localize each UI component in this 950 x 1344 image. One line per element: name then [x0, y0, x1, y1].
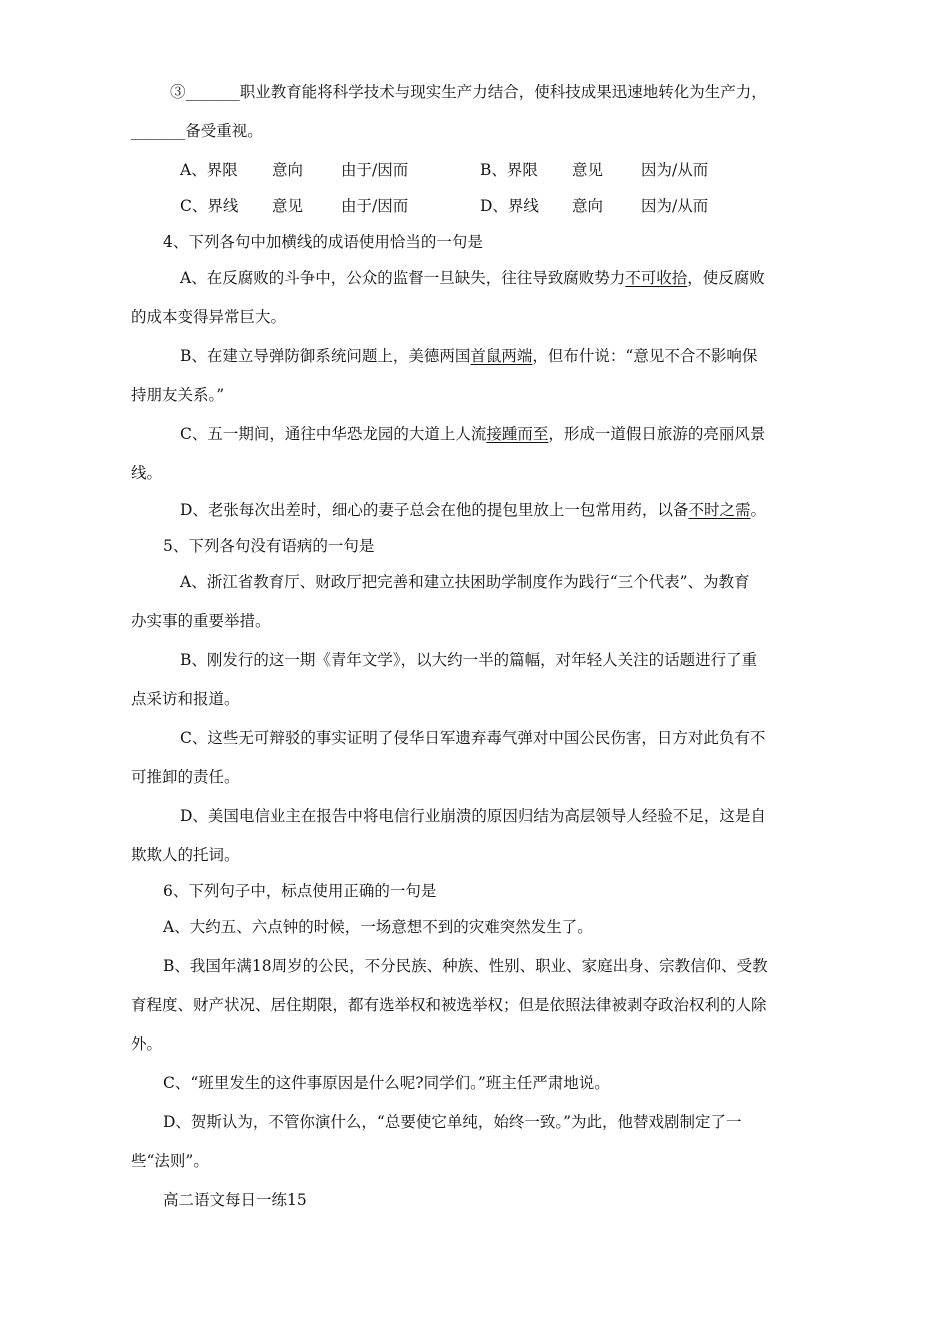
- text-segment: ，形成一道假日旅游的亮丽风景: [548, 425, 766, 443]
- q4-option-b: [180, 346, 757, 366]
- q6-option-a: A、大约五、六点钟的时候，一场意想不到的灾难突然发生了。: [163, 918, 593, 936]
- q5-option-d: D、美国电信业主在报告中将电信行业崩溃的原因归结为高层领导人经验不足，这是自: [180, 807, 766, 825]
- text-segment: C、五一期间，通往中华恐龙园的大道上人流: [180, 425, 487, 443]
- q4-option-b-cont: 持朋友关系。”: [131, 386, 225, 404]
- q4-stem: 4、下列各句中加横线的成语使用恰当的一句是: [163, 233, 483, 251]
- text-segment: 。: [750, 501, 766, 519]
- q4-option-a: [180, 268, 765, 288]
- option-label: A、界限: [180, 161, 238, 179]
- underlined-idiom: 不可收拾: [625, 269, 688, 287]
- option-word: 意向: [272, 161, 304, 179]
- option-label: B、界限: [480, 161, 538, 179]
- q5-option-b: B、刚发行的这一期《青年文学》，以大约一半的篇幅，对年轻人关注的话题进行了重: [180, 651, 758, 669]
- section-title: 高二语文每日一练15: [163, 1191, 307, 1209]
- q6-option-c: C、“班里发生的这件事原因是什么呢?同学们。”班主任严肃地说。: [163, 1074, 610, 1092]
- q4-option-c: [180, 424, 765, 444]
- q6-option-b-cont: 育程度、财产状况、居住期限，都有选举权和被选举权；但是依照法律被剥夺政治权利的人除: [131, 996, 767, 1014]
- option-word: 由于/因而: [341, 197, 409, 215]
- q4-option-a-cont: 的成本变得异常巨大。: [131, 308, 287, 326]
- q6-stem: 6、下列句子中，标点使用正确的一句是: [163, 882, 437, 900]
- option-word: 因为/从而: [641, 161, 709, 179]
- option-label: D、界线: [480, 197, 539, 215]
- q5-option-a: A、浙江省教育厅、财政厅把完善和建立扶困助学制度作为践行“三个代表”、为教育: [180, 573, 750, 591]
- option-word: 意见: [572, 161, 604, 179]
- q5-option-c: C、这些无可辩驳的事实证明了侵华日军遗弃毒气弹对中国公民伤害，日方对此负有不: [180, 729, 766, 747]
- q5-option-b-cont: 点采访和报道。: [131, 690, 240, 708]
- underlined-idiom: 不时之需: [688, 501, 751, 519]
- q4-option-d: [180, 500, 766, 520]
- q5-option-d-cont: 欺欺人的托词。: [131, 846, 240, 864]
- q4-option-c-cont: 线。: [131, 464, 163, 482]
- q5-stem: 5、下列各句没有语病的一句是: [163, 537, 375, 555]
- q6-option-d-cont: 些“法则”。: [131, 1152, 209, 1170]
- option-label: C、界线: [180, 197, 239, 215]
- q6-option-d: D、贺斯认为，不管你演什么，“总要使它单纯，始终一致。”为此，他替戏剧制定了一: [163, 1113, 742, 1131]
- q6-option-b: B、我国年满18周岁的公民，不分民族、种族、性别、职业、家庭出身、宗教信仰、受教: [163, 957, 768, 975]
- text-segment: D、老张每次出差时，细心的妻子总会在他的提包里放上一包常用药，以备: [180, 501, 689, 519]
- text-segment: ，使反腐败: [687, 269, 765, 287]
- option-word: 因为/从而: [641, 197, 709, 215]
- option-word: 意见: [272, 197, 304, 215]
- q5-option-a-cont: 办实事的重要举措。: [131, 612, 271, 630]
- text-segment: B、在建立导弹防御系统问题上，美德两国: [180, 347, 471, 365]
- q5-option-c-cont: 可推卸的责任。: [131, 768, 240, 786]
- q3-item3-line1: ③_______职业教育能将科学技术与现实生产力结合，使科技成果迅速地转化为生产力，: [170, 83, 767, 101]
- option-word: 意向: [572, 197, 604, 215]
- text-segment: ，但布什说：“意见不合不影响保: [532, 347, 758, 365]
- underlined-idiom: 接踵而至: [486, 425, 549, 443]
- q3-item3-line2: _______备受重视。: [131, 122, 263, 140]
- underlined-idiom: 首鼠两端: [470, 347, 533, 365]
- option-word: 由于/因而: [341, 161, 409, 179]
- q6-option-b-cont2: 外。: [131, 1035, 163, 1053]
- text-segment: A、在反腐败的斗争中，公众的监督一旦缺失，往往导致腐败势力: [180, 269, 626, 287]
